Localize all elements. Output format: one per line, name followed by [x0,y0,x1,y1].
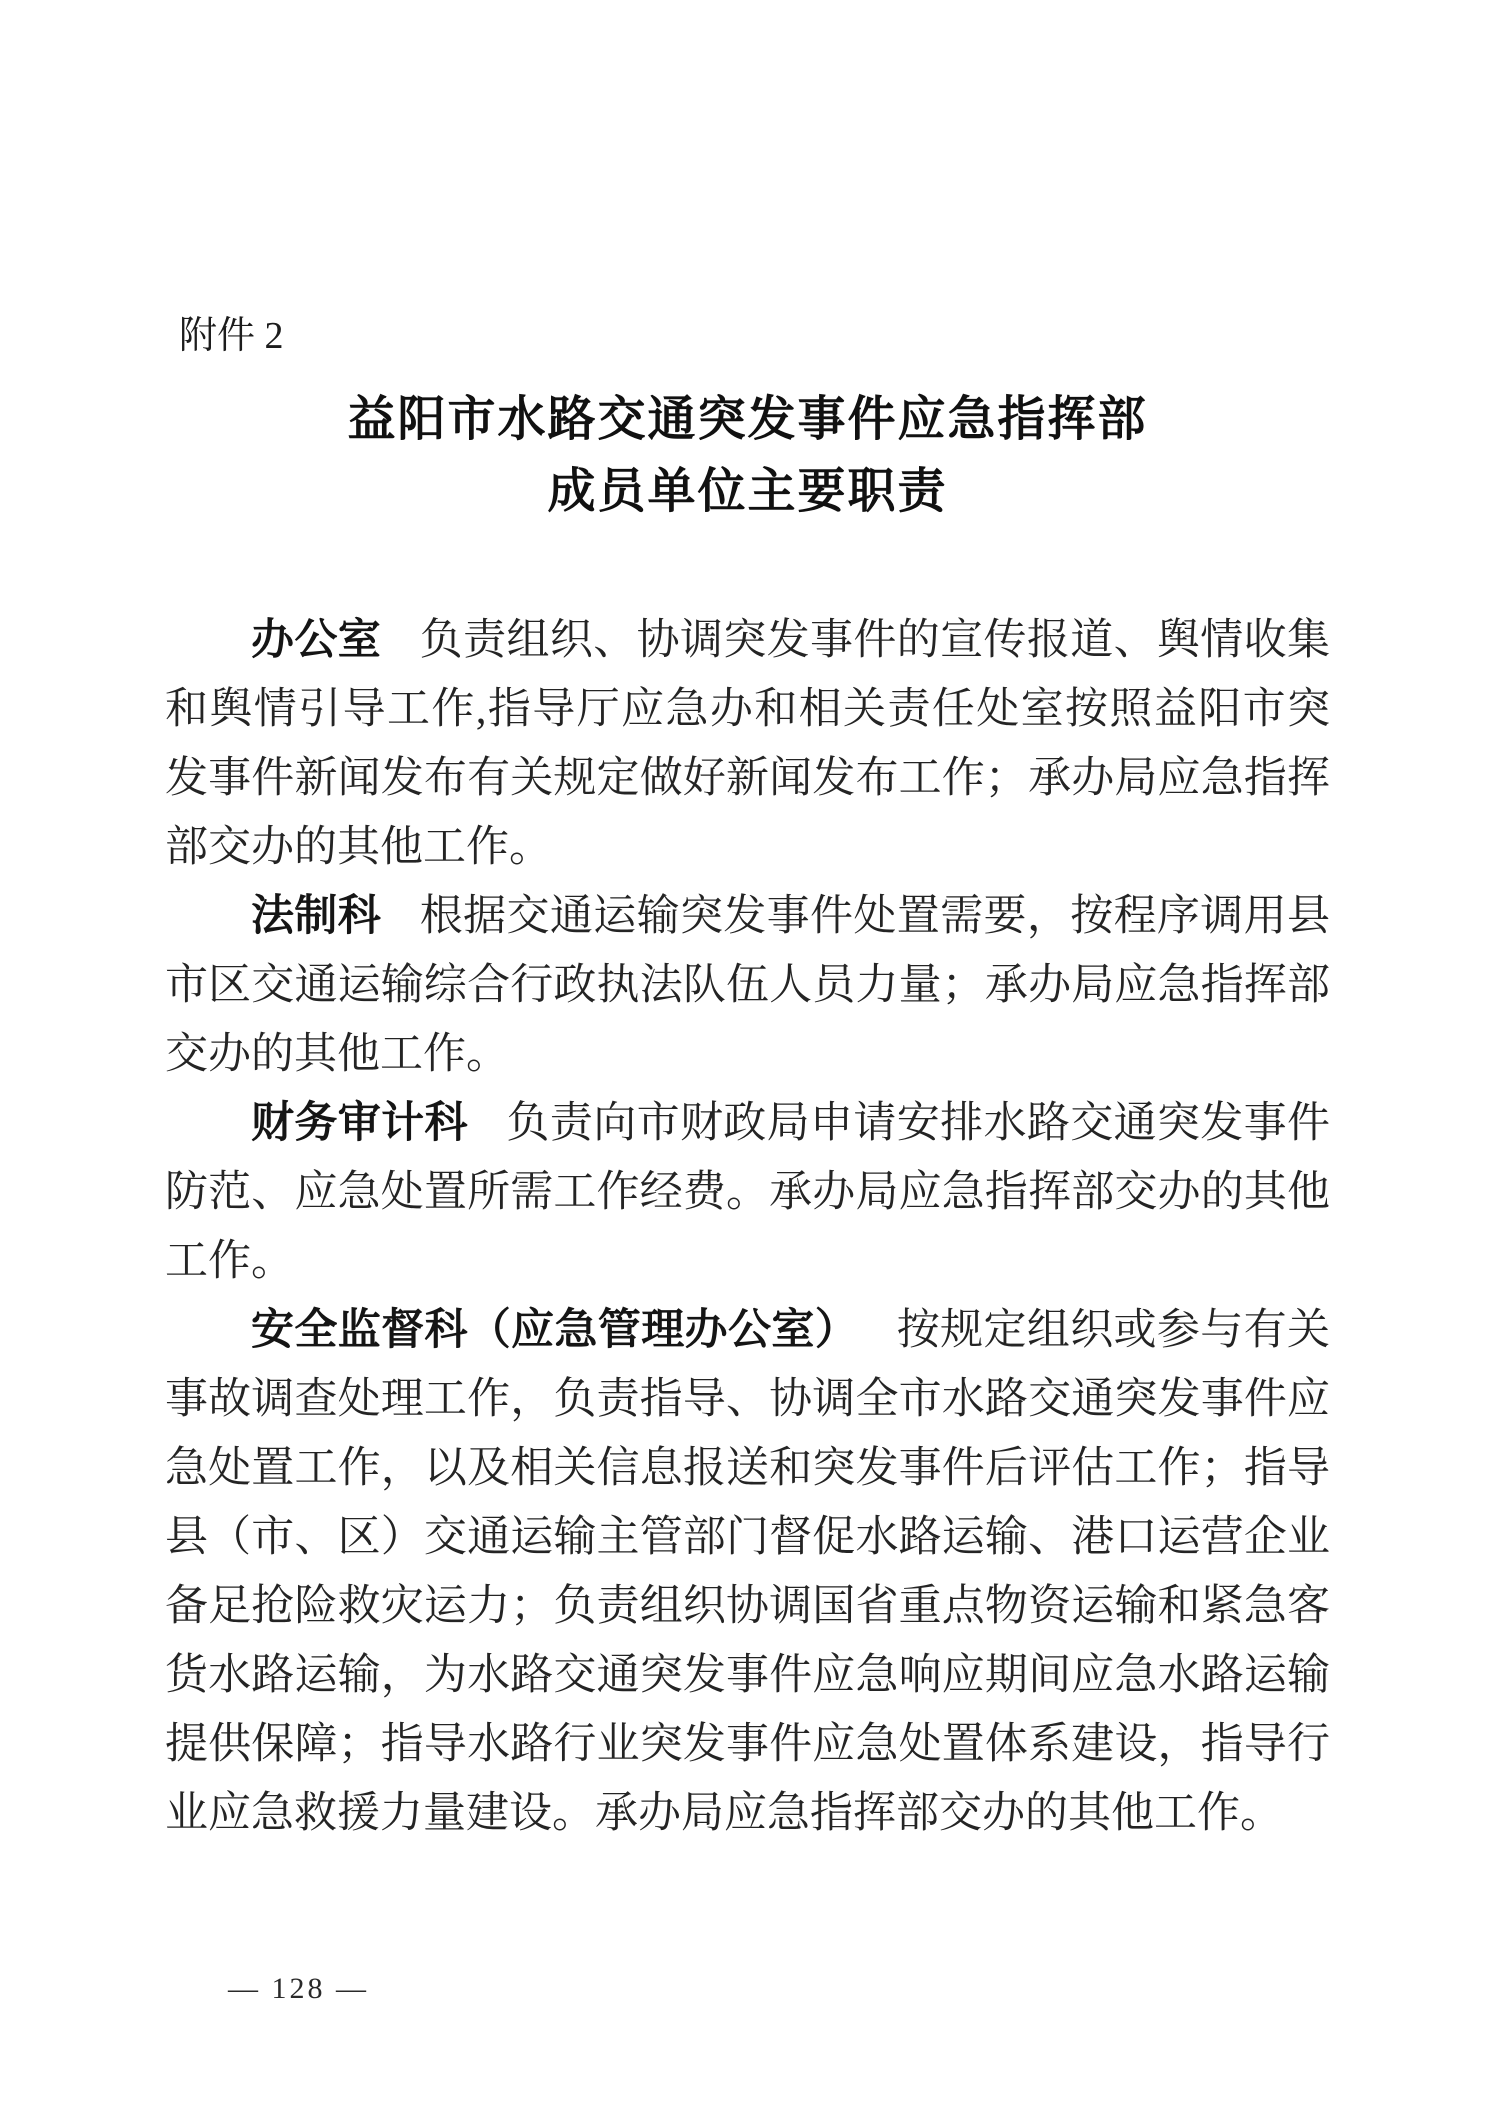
paragraph-office [165,606,1330,882]
title-line-1: 益阳市水路交通突发事件应急指挥部 [347,393,1148,446]
paragraph-finance-text: 负责向市财政局申请安排水路交通突发事件防范、应急处置所需工作经费。承办局应急指挥部交办的其他工作。 [165,1100,1331,1285]
paragraph-office-text: 负责组织、协调突发事件的宣传报道、舆情收集和舆情引导工作,指导厅应急办和相关责任处室按照益阳市突发事件新闻发布有关规定做好新闻发布工作；承办局应急指挥部交办的其他工作。 [165,617,1331,871]
paragraph-safety-label: 安全监督科（应急管理办公室） [251,1306,859,1354]
document-title [165,384,1330,528]
paragraph-finance [165,1089,1330,1296]
document-body [165,606,1330,1848]
paragraph-finance-label: 财务审计科 [251,1099,468,1147]
paragraph-safety-text: 按规定组织或参与有关事故调查处理工作，负责指导、协调全市水路交通突发事件应急处置工作，以及相关信息报送和突发事件后评估工作；指导县（市、区）交通运输主管部门督促水路运输、港口运营企业备足抢险救灾运力；负责组织协调国省重点物资运输和紧急客货水路运输，为水路交通突发事件应急响应期间应急水路运输提供保障；指导水路行业突发事件应急处置体系建设，指导行业应急救援力量建设。承办局应急指挥部交办的其他工作。 [165,1307,1331,1837]
paragraph-safety [165,1296,1330,1848]
paragraph-legal [165,882,1330,1089]
paragraph-legal-text: 根据交通运输突发事件处置需要，按程序调用县市区交通运输综合行政执法队伍人员力量；承办局应急指挥部交办的其他工作。 [165,893,1331,1078]
paragraph-office-label: 办公室 [251,616,382,664]
paragraph-legal-label: 法制科 [251,892,382,940]
title-line-2: 成员单位主要职责 [547,465,948,518]
page-number: — 128 — [228,1972,369,2005]
attachment-label: 附件 2 [179,315,284,357]
